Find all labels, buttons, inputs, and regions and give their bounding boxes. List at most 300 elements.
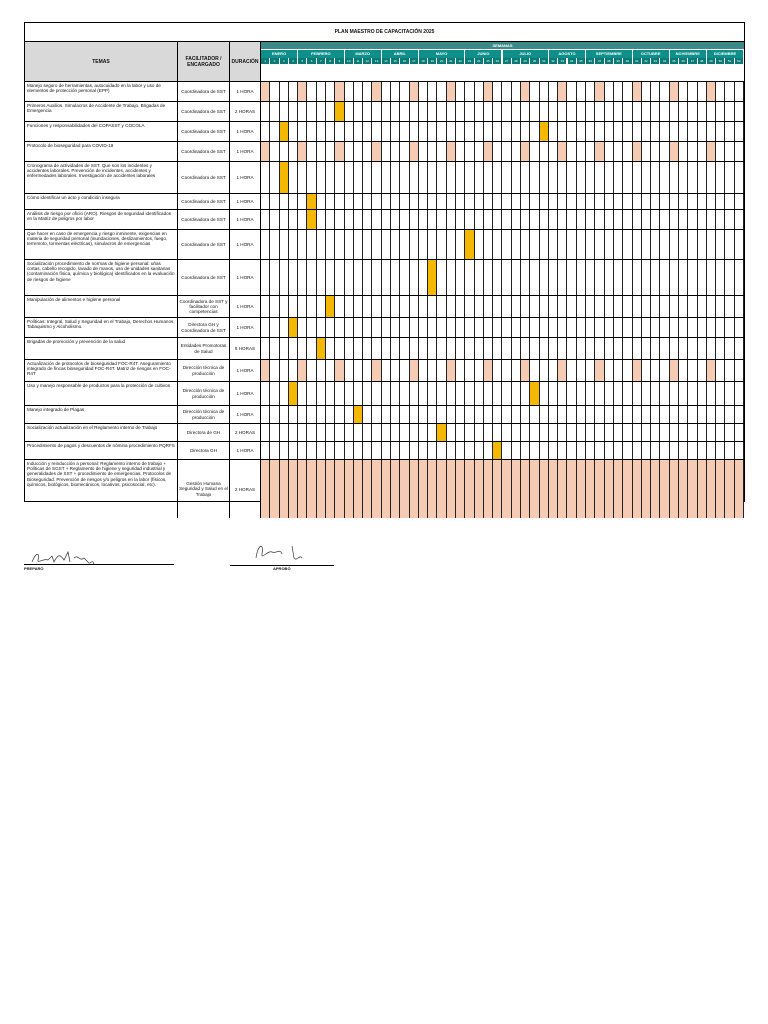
week-cell bbox=[660, 230, 669, 259]
header-facilitador: FACILITADOR / ENCARGADO bbox=[178, 42, 230, 82]
week-cell bbox=[586, 460, 595, 518]
week-cell bbox=[475, 296, 484, 317]
week-cell bbox=[503, 360, 512, 381]
week-number: 31 bbox=[540, 58, 549, 64]
week-cell bbox=[698, 82, 707, 101]
week-cell bbox=[345, 260, 354, 295]
week-number: 21 bbox=[447, 58, 456, 64]
week-number: 52 bbox=[735, 58, 744, 64]
week-cell bbox=[568, 442, 577, 459]
week-cell bbox=[484, 102, 493, 121]
week-cell bbox=[447, 122, 456, 141]
week-cell bbox=[688, 338, 697, 359]
week-cell bbox=[400, 142, 409, 161]
week-cell bbox=[735, 318, 744, 337]
week-cell bbox=[493, 122, 502, 141]
week-cell bbox=[410, 162, 419, 193]
week-cell bbox=[437, 460, 446, 518]
week-number: 19 bbox=[428, 58, 437, 64]
week-cell bbox=[289, 122, 298, 141]
week-cell bbox=[670, 122, 679, 141]
week-cell bbox=[660, 162, 669, 193]
week-cell bbox=[391, 442, 400, 459]
week-cell bbox=[447, 338, 456, 359]
week-cell bbox=[651, 122, 660, 141]
week-cell bbox=[410, 318, 419, 337]
week-cell bbox=[679, 194, 688, 209]
week-cell bbox=[614, 82, 623, 101]
week-cell bbox=[735, 162, 744, 193]
week-cell bbox=[605, 102, 614, 121]
week-cell bbox=[298, 260, 307, 295]
week-cell bbox=[493, 382, 502, 405]
week-cell bbox=[642, 260, 651, 295]
week-cell bbox=[503, 296, 512, 317]
week-cell-executed bbox=[465, 230, 474, 259]
week-cell bbox=[512, 142, 521, 161]
week-cell bbox=[558, 424, 567, 441]
training-row bbox=[25, 230, 744, 260]
week-cell bbox=[363, 318, 372, 337]
week-cell bbox=[484, 122, 493, 141]
month-header: FEBRERO bbox=[298, 50, 344, 58]
week-cell bbox=[679, 406, 688, 423]
week-cell bbox=[437, 102, 446, 121]
week-cell bbox=[437, 260, 446, 295]
week-number: 41 bbox=[633, 58, 642, 64]
week-cell bbox=[428, 442, 437, 459]
week-cell bbox=[568, 230, 577, 259]
week-cell bbox=[410, 424, 419, 441]
month-header: NOVIEMBRE bbox=[670, 50, 707, 58]
week-cell bbox=[633, 122, 642, 141]
week-cell bbox=[317, 382, 326, 405]
week-cell bbox=[558, 162, 567, 193]
week-cell-planned bbox=[447, 142, 456, 161]
week-cell bbox=[428, 210, 437, 229]
week-cell bbox=[391, 260, 400, 295]
week-cell bbox=[465, 424, 474, 441]
week-cell bbox=[512, 210, 521, 229]
week-cell bbox=[735, 382, 744, 405]
week-cell bbox=[261, 382, 270, 405]
week-cell bbox=[456, 260, 465, 295]
week-cell bbox=[688, 318, 697, 337]
week-cell bbox=[716, 260, 725, 295]
week-cell bbox=[326, 82, 335, 101]
week-cell-planned bbox=[670, 82, 679, 101]
row-duracion: 1 HORA bbox=[230, 194, 261, 209]
week-cell bbox=[688, 296, 697, 317]
month-header: MAYO bbox=[419, 50, 465, 58]
week-cell bbox=[605, 194, 614, 209]
week-cell bbox=[298, 194, 307, 209]
week-cell bbox=[465, 460, 474, 518]
week-cell bbox=[707, 230, 716, 259]
week-cell-planned bbox=[335, 142, 344, 161]
week-cell bbox=[391, 406, 400, 423]
week-cell bbox=[475, 230, 484, 259]
week-cell bbox=[317, 194, 326, 209]
week-cell bbox=[428, 338, 437, 359]
week-cell bbox=[363, 360, 372, 381]
week-cell bbox=[595, 338, 604, 359]
week-cell bbox=[400, 382, 409, 405]
week-cell bbox=[651, 406, 660, 423]
week-cell bbox=[363, 102, 372, 121]
week-cell bbox=[670, 102, 679, 121]
week-cell bbox=[716, 230, 725, 259]
week-cell bbox=[614, 230, 623, 259]
week-cell bbox=[270, 210, 279, 229]
training-row bbox=[25, 142, 744, 162]
week-cell bbox=[549, 424, 558, 441]
week-cell bbox=[270, 318, 279, 337]
week-cell bbox=[716, 194, 725, 209]
week-cell bbox=[660, 460, 669, 518]
week-cell bbox=[735, 260, 744, 295]
week-cell bbox=[530, 194, 539, 209]
week-number: 18 bbox=[419, 58, 428, 64]
training-row bbox=[25, 122, 744, 142]
week-cell bbox=[614, 142, 623, 161]
week-cell bbox=[605, 338, 614, 359]
week-cell bbox=[623, 210, 632, 229]
week-cell bbox=[540, 318, 549, 337]
week-cell bbox=[679, 460, 688, 518]
header-temas: TEMAS bbox=[25, 42, 178, 82]
week-cell bbox=[428, 82, 437, 101]
training-row bbox=[25, 296, 744, 318]
week-cell bbox=[688, 142, 697, 161]
week-cell bbox=[354, 442, 363, 459]
week-cell bbox=[586, 296, 595, 317]
week-cell bbox=[289, 442, 298, 459]
week-cell bbox=[605, 82, 614, 101]
week-cell bbox=[307, 260, 316, 295]
week-cell bbox=[261, 230, 270, 259]
week-number: 17 bbox=[410, 58, 419, 64]
week-cell bbox=[261, 406, 270, 423]
week-cell bbox=[586, 318, 595, 337]
week-cell bbox=[307, 424, 316, 441]
week-cell bbox=[735, 460, 744, 518]
week-cell bbox=[623, 162, 632, 193]
week-cell-planned bbox=[558, 82, 567, 101]
week-cell bbox=[280, 194, 289, 209]
week-cell bbox=[345, 296, 354, 317]
week-cell bbox=[512, 230, 521, 259]
week-number: 40 bbox=[623, 58, 632, 64]
week-cell bbox=[335, 260, 344, 295]
row-duracion: 1 HORA bbox=[230, 162, 261, 193]
week-cell bbox=[698, 460, 707, 518]
week-cell bbox=[298, 460, 307, 518]
week-cell bbox=[493, 296, 502, 317]
week-cell bbox=[521, 194, 530, 209]
training-row bbox=[25, 460, 744, 518]
week-cell bbox=[660, 406, 669, 423]
week-cell bbox=[540, 406, 549, 423]
week-cell bbox=[363, 122, 372, 141]
week-cell bbox=[345, 406, 354, 423]
week-cell bbox=[335, 210, 344, 229]
row-tema: Protocolo de bioseguridad para COVID-19 bbox=[25, 142, 178, 161]
row-tema: Manipulación de alimentos e higiene personal bbox=[25, 296, 178, 317]
week-cell bbox=[688, 122, 697, 141]
week-cell bbox=[716, 102, 725, 121]
week-cell bbox=[660, 142, 669, 161]
week-number: 23 bbox=[465, 58, 474, 64]
week-cell bbox=[577, 382, 586, 405]
week-cell bbox=[280, 82, 289, 101]
week-number: 2 bbox=[270, 58, 279, 64]
week-cell bbox=[642, 338, 651, 359]
week-cell bbox=[400, 122, 409, 141]
week-cell bbox=[419, 122, 428, 141]
week-cell-planned bbox=[447, 82, 456, 101]
week-cell bbox=[391, 338, 400, 359]
week-cell bbox=[475, 102, 484, 121]
week-cell bbox=[280, 142, 289, 161]
week-cell bbox=[586, 424, 595, 441]
week-cell bbox=[335, 230, 344, 259]
week-cell bbox=[372, 230, 381, 259]
week-cell bbox=[595, 424, 604, 441]
week-cell bbox=[725, 162, 734, 193]
week-cell bbox=[670, 338, 679, 359]
week-cell bbox=[400, 406, 409, 423]
week-cell bbox=[642, 142, 651, 161]
week-cell bbox=[307, 360, 316, 381]
week-cell bbox=[530, 102, 539, 121]
week-cell bbox=[698, 406, 707, 423]
week-cell bbox=[512, 194, 521, 209]
week-number: 6 bbox=[307, 58, 316, 64]
week-cell bbox=[679, 102, 688, 121]
week-cell bbox=[633, 460, 642, 518]
week-number: 33 bbox=[558, 58, 567, 64]
week-cell bbox=[428, 406, 437, 423]
week-cell bbox=[382, 424, 391, 441]
week-cell bbox=[503, 442, 512, 459]
week-cell bbox=[280, 230, 289, 259]
week-cell bbox=[568, 318, 577, 337]
week-cell bbox=[707, 260, 716, 295]
week-cell bbox=[447, 194, 456, 209]
calendar-header bbox=[261, 42, 744, 82]
week-cell bbox=[642, 210, 651, 229]
week-cell bbox=[289, 406, 298, 423]
week-cell bbox=[345, 162, 354, 193]
week-cell-planned bbox=[595, 82, 604, 101]
week-cell bbox=[623, 194, 632, 209]
week-cell bbox=[698, 162, 707, 193]
training-row bbox=[25, 382, 744, 406]
week-cell bbox=[382, 194, 391, 209]
week-cell bbox=[391, 382, 400, 405]
week-number: 14 bbox=[382, 58, 391, 64]
week-cell-planned bbox=[298, 142, 307, 161]
row-tema: Manejo integrado de Plagas bbox=[25, 406, 178, 423]
week-cell bbox=[307, 230, 316, 259]
week-cell bbox=[456, 424, 465, 441]
week-cell-planned bbox=[521, 360, 530, 381]
row-calendar bbox=[261, 102, 744, 121]
week-cell bbox=[503, 406, 512, 423]
week-cell bbox=[725, 122, 734, 141]
week-cell bbox=[317, 82, 326, 101]
week-cell bbox=[326, 210, 335, 229]
week-cell bbox=[475, 122, 484, 141]
week-cell bbox=[437, 230, 446, 259]
week-cell bbox=[512, 442, 521, 459]
week-cell bbox=[456, 296, 465, 317]
week-cell bbox=[540, 102, 549, 121]
week-number: 34 bbox=[568, 58, 577, 64]
week-cell bbox=[688, 102, 697, 121]
row-tema: Que hacer en caso de emergencia y riesgo inminente, exigencias en materia de seguridad personal (inundaciones, deslizamientos, fuego, terremoto, tormentas eléctricas), simulacros de emergencias bbox=[25, 230, 178, 259]
week-cell bbox=[382, 162, 391, 193]
week-cell bbox=[270, 424, 279, 441]
row-tema: Políticas: Integral, Salud y Seguridad en el Trabajo, Derechos Humanos, Tabaquismo y Alcoholismo. bbox=[25, 318, 178, 337]
week-cell bbox=[503, 142, 512, 161]
week-cell bbox=[716, 442, 725, 459]
week-cell bbox=[456, 210, 465, 229]
week-number: 3 bbox=[280, 58, 289, 64]
row-calendar bbox=[261, 296, 744, 317]
week-cell bbox=[372, 460, 381, 518]
week-cell bbox=[735, 360, 744, 381]
week-cell bbox=[270, 360, 279, 381]
week-cell bbox=[698, 360, 707, 381]
week-cell-planned bbox=[595, 360, 604, 381]
week-cell bbox=[447, 460, 456, 518]
week-cell bbox=[317, 424, 326, 441]
week-cell bbox=[623, 460, 632, 518]
week-cell bbox=[280, 460, 289, 518]
week-cell-planned bbox=[298, 82, 307, 101]
week-cell bbox=[698, 382, 707, 405]
week-cell bbox=[345, 382, 354, 405]
week-cell bbox=[586, 82, 595, 101]
week-cell bbox=[382, 230, 391, 259]
row-facilitador: Directora GH bbox=[178, 442, 230, 459]
week-cell bbox=[558, 210, 567, 229]
week-cell bbox=[447, 424, 456, 441]
week-cell bbox=[698, 122, 707, 141]
week-cell bbox=[475, 424, 484, 441]
week-cell bbox=[679, 260, 688, 295]
week-cell bbox=[558, 102, 567, 121]
preparer-signature-line bbox=[24, 564, 174, 565]
week-cell bbox=[354, 230, 363, 259]
week-cell bbox=[670, 162, 679, 193]
week-cell bbox=[475, 82, 484, 101]
week-number: 51 bbox=[725, 58, 734, 64]
week-cell bbox=[605, 296, 614, 317]
week-cell bbox=[280, 442, 289, 459]
week-cell bbox=[437, 296, 446, 317]
week-cell bbox=[493, 210, 502, 229]
row-duracion: 1 HORA bbox=[230, 318, 261, 337]
week-cell bbox=[307, 296, 316, 317]
week-cell bbox=[270, 296, 279, 317]
plan-title: PLAN MAESTRO DE CAPACITACIÓN 2025 bbox=[25, 23, 744, 42]
week-cell bbox=[568, 122, 577, 141]
week-cell bbox=[614, 296, 623, 317]
week-cell bbox=[568, 360, 577, 381]
row-tema: Procedimiento de pagos y descuentos de nómina procedimiento PQRFS bbox=[25, 442, 178, 459]
week-cell bbox=[512, 424, 521, 441]
week-cell bbox=[558, 460, 567, 518]
week-cell bbox=[605, 382, 614, 405]
week-cell bbox=[577, 442, 586, 459]
week-cell bbox=[484, 162, 493, 193]
week-cell bbox=[577, 406, 586, 423]
week-cell bbox=[707, 424, 716, 441]
week-cell bbox=[270, 82, 279, 101]
week-cell bbox=[372, 260, 381, 295]
week-cell bbox=[261, 194, 270, 209]
week-cell bbox=[372, 338, 381, 359]
week-cell bbox=[577, 424, 586, 441]
row-facilitador: Coordinadora de SST bbox=[178, 210, 230, 229]
week-cell bbox=[725, 102, 734, 121]
week-cell bbox=[558, 318, 567, 337]
week-cell bbox=[660, 382, 669, 405]
week-cell bbox=[428, 382, 437, 405]
week-cell bbox=[688, 82, 697, 101]
week-cell bbox=[642, 122, 651, 141]
week-cell bbox=[688, 360, 697, 381]
week-cell bbox=[735, 296, 744, 317]
week-cell-executed bbox=[280, 122, 289, 141]
week-cell bbox=[335, 318, 344, 337]
week-cell bbox=[307, 162, 316, 193]
week-cell bbox=[725, 318, 734, 337]
week-cell-planned bbox=[410, 82, 419, 101]
week-cell bbox=[345, 460, 354, 518]
row-facilitador: Dirección técnica de producción bbox=[178, 360, 230, 381]
week-cell bbox=[475, 318, 484, 337]
week-number: 25 bbox=[484, 58, 493, 64]
week-cell bbox=[475, 382, 484, 405]
week-cell bbox=[725, 442, 734, 459]
week-cell bbox=[521, 230, 530, 259]
week-cell bbox=[372, 424, 381, 441]
row-calendar bbox=[261, 260, 744, 295]
week-cell bbox=[428, 230, 437, 259]
week-cell bbox=[614, 406, 623, 423]
week-cell bbox=[651, 260, 660, 295]
row-duracion: 1 HORA bbox=[230, 260, 261, 295]
week-cell bbox=[298, 296, 307, 317]
week-cell bbox=[465, 142, 474, 161]
week-cell bbox=[521, 260, 530, 295]
week-cell bbox=[530, 338, 539, 359]
week-cell-executed bbox=[493, 442, 502, 459]
week-cell bbox=[280, 102, 289, 121]
week-cell bbox=[698, 230, 707, 259]
week-cell bbox=[725, 230, 734, 259]
week-cell bbox=[307, 102, 316, 121]
week-cell bbox=[391, 162, 400, 193]
week-cell bbox=[270, 162, 279, 193]
week-cell bbox=[716, 162, 725, 193]
week-cell bbox=[530, 318, 539, 337]
month-header: MARZO bbox=[345, 50, 382, 58]
